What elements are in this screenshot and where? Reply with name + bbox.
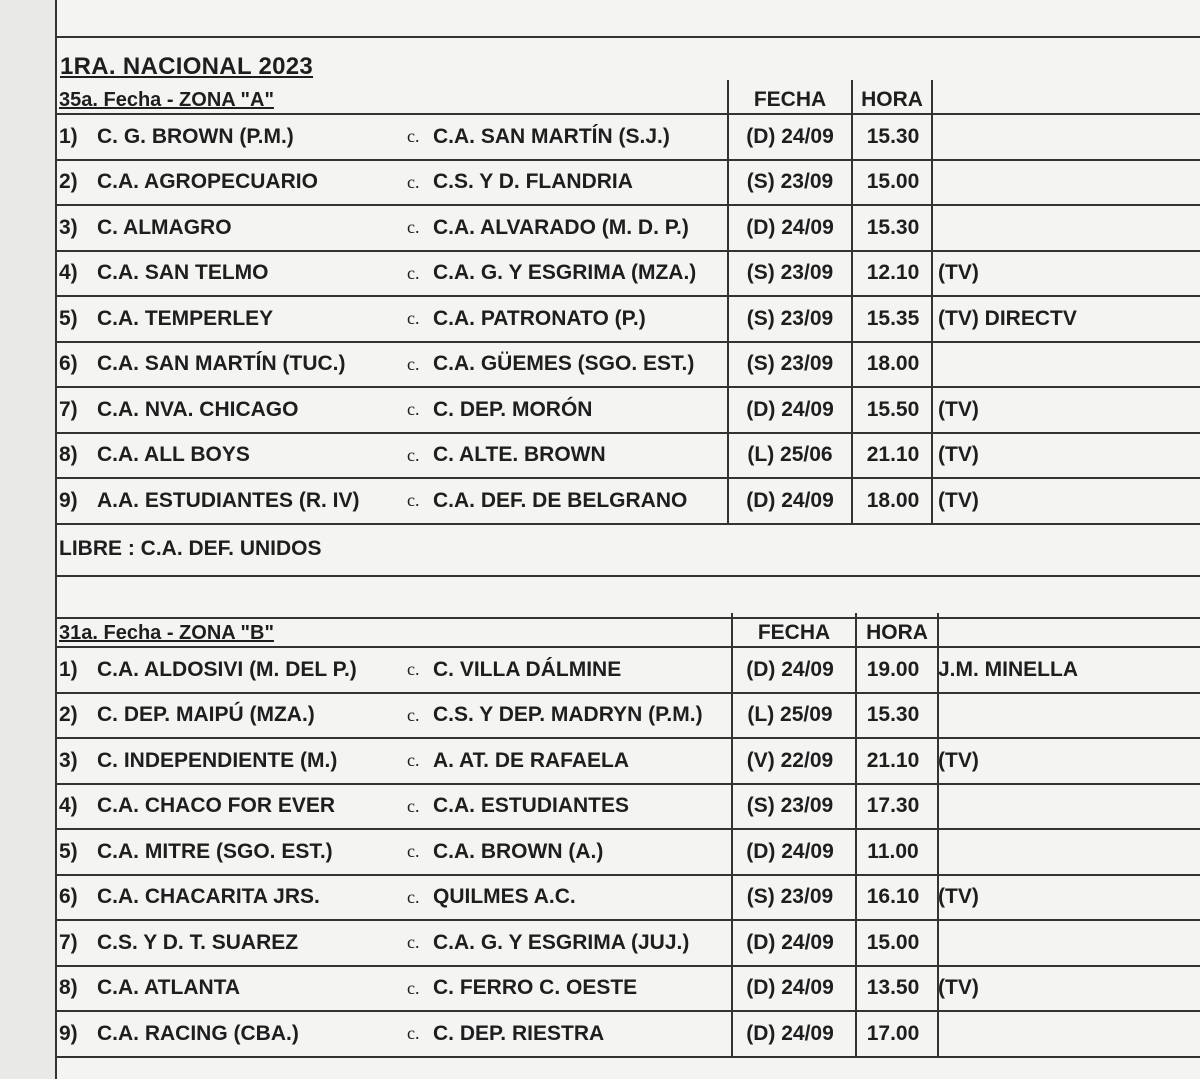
column-divider — [931, 388, 933, 432]
match-time: 15.30 — [866, 703, 920, 727]
column-divider — [937, 785, 939, 829]
broadcast-note: (TV) — [938, 748, 979, 772]
column-divider — [937, 694, 939, 738]
versus-mark: c. — [407, 126, 420, 147]
zona-a-section — [55, 80, 1200, 619]
match-time: 17.30 — [866, 794, 920, 818]
match-number: 5) — [59, 306, 78, 330]
zona-b-match-list — [55, 648, 1200, 1058]
top-rule — [55, 36, 1200, 38]
away-team: C.A. ESTUDIANTES — [433, 794, 630, 818]
match-time: 15.35 — [866, 306, 920, 330]
match-date: (D) 24/09 — [746, 930, 834, 954]
broadcast-note: (TV) — [938, 885, 979, 909]
match-row — [55, 206, 1200, 252]
column-divider — [931, 161, 933, 205]
versus-mark: c. — [407, 353, 420, 374]
match-number: 4) — [59, 794, 78, 818]
match-date: (D) 24/09 — [746, 124, 834, 148]
versus-mark: c. — [407, 444, 420, 465]
match-number: 5) — [59, 839, 78, 863]
match-number: 1) — [59, 124, 78, 148]
match-time: 15.30 — [866, 124, 920, 148]
match-row — [55, 388, 1200, 434]
versus-mark: c. — [407, 1023, 420, 1044]
match-date: (D) 24/09 — [746, 397, 834, 421]
match-time: 15.00 — [866, 930, 920, 954]
match-number: 8) — [59, 976, 78, 1000]
away-team: C.S. Y DEP. MADRYN (P.M.) — [433, 703, 703, 727]
versus-mark: c. — [407, 171, 420, 192]
versus-mark: c. — [407, 262, 420, 283]
match-number: 2) — [59, 170, 78, 194]
broadcast-note: (TV) — [938, 443, 979, 467]
home-team: C.A. CHACARITA JRS. — [97, 885, 320, 909]
fecha-column-header: FECHA — [753, 88, 827, 111]
fecha-column-header: FECHA — [757, 621, 831, 644]
match-row — [55, 115, 1200, 161]
zona-b-header-row — [55, 613, 1200, 648]
home-team: C.A. ATLANTA — [97, 976, 241, 1000]
match-number: 3) — [59, 748, 78, 772]
zona-b-title: 31a. Fecha - ZONA "B" — [59, 622, 274, 644]
versus-mark: c. — [407, 399, 420, 420]
column-divider — [931, 297, 933, 341]
versus-mark: c. — [407, 795, 420, 816]
home-team: C.A. CHACO FOR EVER — [97, 794, 336, 818]
column-divider — [931, 206, 933, 250]
match-row — [55, 161, 1200, 207]
home-team: C.A. RACING (CBA.) — [97, 1021, 299, 1045]
broadcast-note: (TV) — [938, 397, 979, 421]
home-team: C.S. Y D. T. SUAREZ — [97, 930, 299, 954]
broadcast-note: J.M. MINELLA — [938, 657, 1078, 681]
column-divider — [931, 115, 933, 159]
home-team: C.A. SAN TELMO — [97, 261, 269, 285]
match-time: 15.30 — [866, 215, 920, 239]
home-team: C. ALMAGRO — [97, 215, 232, 239]
column-divider — [937, 613, 939, 646]
home-team: A.A. ESTUDIANTES (R. IV) — [97, 488, 360, 512]
match-number: 3) — [59, 215, 78, 239]
match-number: 9) — [59, 1021, 78, 1045]
match-date: (L) 25/06 — [747, 443, 833, 467]
match-time: 18.00 — [866, 352, 920, 376]
match-row — [55, 739, 1200, 785]
match-time: 12.10 — [866, 261, 920, 285]
column-divider — [931, 479, 933, 523]
page-title: 1RA. NACIONAL 2023 — [60, 53, 314, 80]
match-row — [55, 297, 1200, 343]
match-row — [55, 785, 1200, 831]
match-date: (V) 22/09 — [746, 748, 834, 772]
match-number: 4) — [59, 261, 78, 285]
match-row — [55, 967, 1200, 1013]
match-time: 19.00 — [866, 657, 920, 681]
broadcast-note: (TV) — [938, 976, 979, 1000]
match-row — [55, 252, 1200, 298]
column-divider — [931, 434, 933, 478]
home-team: C.A. ALL BOYS — [97, 443, 250, 467]
match-row — [55, 434, 1200, 480]
versus-mark: c. — [407, 704, 420, 725]
match-time: 21.10 — [866, 748, 920, 772]
match-date: (D) 24/09 — [746, 839, 834, 863]
home-team: C. G. BROWN (P.M.) — [97, 124, 294, 148]
home-team: C. INDEPENDIENTE (M.) — [97, 748, 338, 772]
broadcast-note: (TV) DIRECTV — [938, 306, 1077, 330]
home-team: C.A. AGROPECUARIO — [97, 170, 318, 194]
home-team: C. DEP. MAIPÚ (MZA.) — [97, 703, 315, 727]
away-team: C.A. PATRONATO (P.) — [433, 306, 646, 330]
match-date: (S) 23/09 — [746, 306, 834, 330]
zona-b-section — [55, 613, 1200, 1058]
match-date: (L) 25/09 — [747, 703, 833, 727]
versus-mark: c. — [407, 750, 420, 771]
away-team: C. VILLA DÁLMINE — [433, 657, 622, 681]
zona-a-title: 35a. Fecha - ZONA "A" — [59, 89, 274, 111]
away-team: C.A. ALVARADO (M. D. P.) — [433, 215, 689, 239]
away-team: C.A. G. Y ESGRIMA (JUJ.) — [433, 930, 690, 954]
match-row — [55, 876, 1200, 922]
broadcast-note: (TV) — [938, 488, 979, 512]
libre-team: LIBRE : C.A. DEF. UNIDOS — [59, 536, 322, 560]
match-time: 18.00 — [866, 488, 920, 512]
away-team: C. DEP. MORÓN — [433, 397, 593, 421]
away-team: C.S. Y D. FLANDRIA — [433, 170, 633, 194]
match-row — [55, 1012, 1200, 1058]
match-time: 15.50 — [866, 397, 920, 421]
match-date: (D) 24/09 — [746, 215, 834, 239]
match-date: (S) 23/09 — [746, 261, 834, 285]
match-row — [55, 648, 1200, 694]
match-time: 11.00 — [867, 839, 919, 863]
match-date: (D) 24/09 — [746, 488, 834, 512]
match-number: 7) — [59, 397, 78, 421]
match-time: 15.00 — [866, 170, 920, 194]
away-team: QUILMES A.C. — [433, 885, 576, 909]
match-date: (D) 24/09 — [746, 1021, 834, 1045]
away-team: C.A. DEF. DE BELGRANO — [433, 488, 688, 512]
match-date: (D) 24/09 — [746, 976, 834, 1000]
zona-a-header-row — [55, 80, 1200, 115]
match-row — [55, 921, 1200, 967]
versus-mark: c. — [407, 308, 420, 329]
versus-mark: c. — [407, 886, 420, 907]
zona-a-match-list — [55, 115, 1200, 525]
column-divider — [937, 921, 939, 965]
match-time: 21.10 — [866, 443, 920, 467]
home-team: C.A. ALDOSIVI (M. DEL P.) — [97, 657, 357, 681]
home-team: C.A. SAN MARTÍN (TUC.) — [97, 352, 346, 376]
hora-column-header: HORA — [866, 621, 928, 644]
home-team: C.A. NVA. CHICAGO — [97, 397, 299, 421]
home-team: C.A. MITRE (SGO. EST.) — [97, 839, 333, 863]
away-team: A. AT. DE RAFAELA — [433, 748, 630, 772]
match-time: 13.50 — [866, 976, 920, 1000]
versus-mark: c. — [407, 217, 420, 238]
away-team: C. FERRO C. OESTE — [433, 976, 638, 1000]
versus-mark: c. — [407, 490, 420, 511]
match-row — [55, 830, 1200, 876]
versus-mark: c. — [407, 659, 420, 680]
match-number: 8) — [59, 443, 78, 467]
away-team: C. ALTE. BROWN — [433, 443, 606, 467]
match-number: 7) — [59, 930, 78, 954]
broadcast-note: (TV) — [938, 261, 979, 285]
away-team: C.A. BROWN (A.) — [433, 839, 604, 863]
column-divider — [931, 343, 933, 387]
column-divider — [931, 80, 933, 113]
libre-row — [55, 525, 1200, 577]
match-date: (S) 23/09 — [746, 170, 834, 194]
match-date: (S) 23/09 — [746, 885, 834, 909]
match-number: 1) — [59, 657, 78, 681]
match-date: (D) 24/09 — [746, 657, 834, 681]
match-date: (S) 23/09 — [746, 352, 834, 376]
hora-column-header: HORA — [861, 88, 923, 111]
column-divider — [937, 830, 939, 874]
match-number: 6) — [59, 352, 78, 376]
match-row — [55, 694, 1200, 740]
match-row — [55, 343, 1200, 389]
match-number: 9) — [59, 488, 78, 512]
away-team: C.A. GÜEMES (SGO. EST.) — [433, 352, 695, 376]
versus-mark: c. — [407, 977, 420, 998]
away-team: C.A. G. Y ESGRIMA (MZA.) — [433, 261, 697, 285]
away-team: C. DEP. RIESTRA — [433, 1021, 605, 1045]
match-time: 16.10 — [866, 885, 920, 909]
match-number: 6) — [59, 885, 78, 909]
home-team: C.A. TEMPERLEY — [97, 306, 274, 330]
column-divider — [931, 252, 933, 296]
versus-mark: c. — [407, 932, 420, 953]
match-time: 17.00 — [866, 1021, 920, 1045]
match-date: (S) 23/09 — [746, 794, 834, 818]
versus-mark: c. — [407, 841, 420, 862]
column-divider — [937, 1012, 939, 1056]
away-team: C.A. SAN MARTÍN (S.J.) — [433, 124, 670, 148]
match-number: 2) — [59, 703, 78, 727]
match-row — [55, 479, 1200, 525]
